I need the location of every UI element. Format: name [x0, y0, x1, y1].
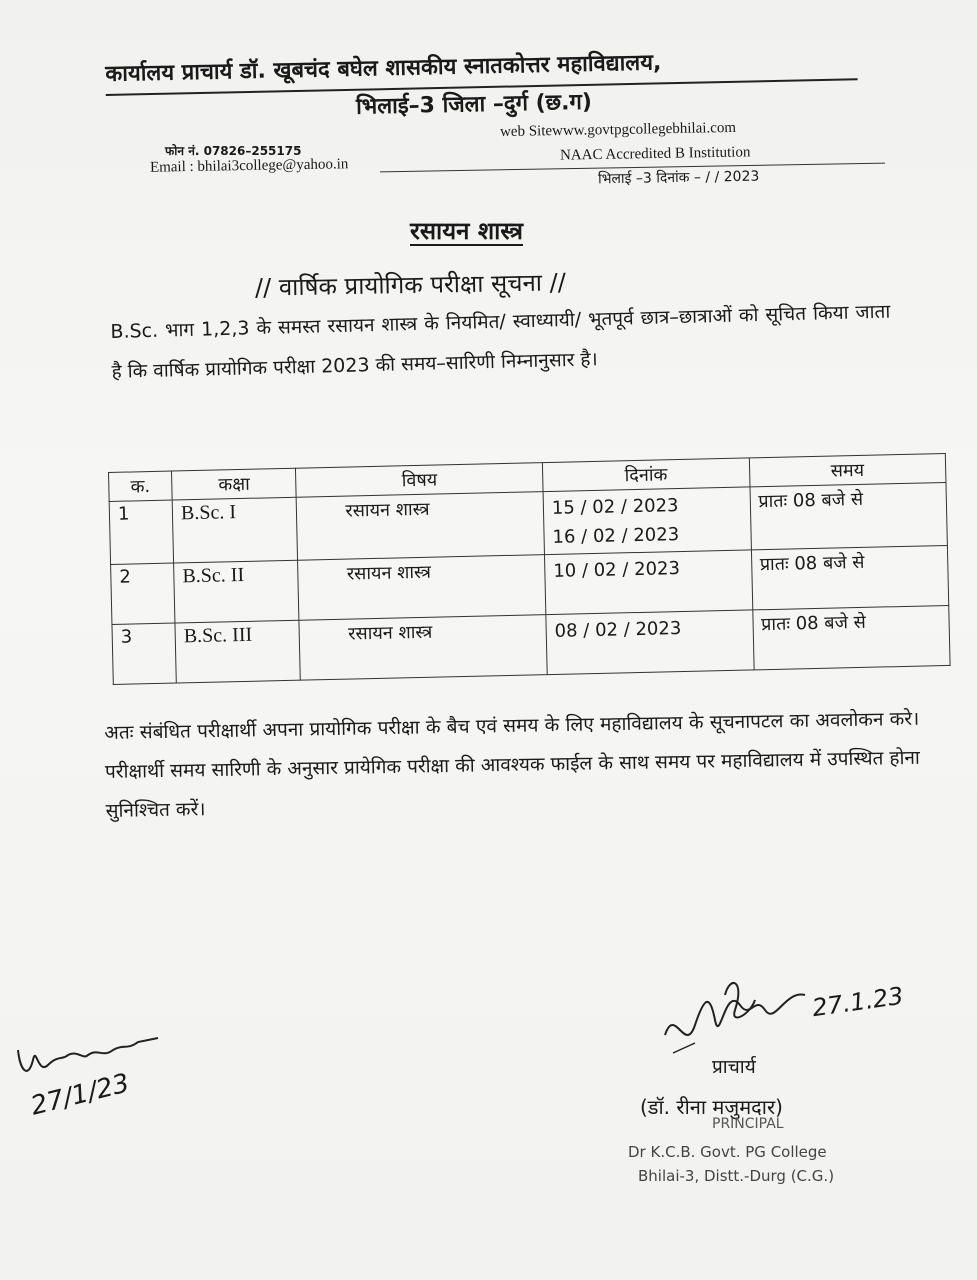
cell-date [544, 550, 752, 615]
college-stamp-line2: Bhilai-3, Distt.-Durg (C.G.) [638, 1167, 835, 1185]
date-value: 08 / 02 / 2023 [554, 618, 682, 642]
date-line: भिलाई –3 दिनांक – / / 2023 [597, 168, 760, 188]
cell-time: प्रातः 08 बजे से [750, 482, 948, 549]
cell-serial: 1 [109, 500, 173, 564]
notice-title: // वार्षिक प्रायोगिक परीक्षा सूचना // [254, 268, 567, 302]
email-address: Email : bhilai3college@yahoo.in [149, 156, 349, 176]
date-value: 10 / 02 / 2023 [553, 558, 681, 582]
cell-subject: रसायन शास्त्र [298, 555, 546, 621]
signature-date: 27.1.23 [810, 981, 906, 1023]
office-header [105, 42, 866, 130]
header-serial: क. [109, 471, 173, 501]
cell-class: B.Sc. I [172, 497, 298, 563]
cell-time: प्रातः 08 बजे से [752, 605, 950, 669]
header-subject: विषय [296, 463, 543, 498]
cell-time: प्रातः 08 बजे से [751, 545, 949, 609]
intro-paragraph: B.Sc. भाग 1,2,3 के समस्त रसायन शास्त्र के नियमित/ स्वाध्यायी/ भूतपूर्व छात्र–छात्राओं को सूचित किया जाता है कि वार्षिक प्रायोगिक परीक्षा 2023 की समय–सारिणी निम्नानुसार है। [110, 300, 891, 383]
date-value: 16 / 02 / 2023 [552, 524, 680, 548]
header-date: दिनांक [542, 458, 749, 492]
cell-subject: रसायन शास्त्र [299, 615, 547, 681]
left-handwritten-date: 27/1/23 [27, 1068, 133, 1122]
header-title-line2: भिलाई–3 जिला –दुर्ग (छ.ग) [355, 89, 593, 120]
college-stamp [628, 1140, 834, 1188]
phone-number: फोन नं. 07826–255175 [165, 144, 302, 158]
closing-paragraph: अतः संबंधित परीक्षार्थी अपना प्रायोगिक परीक्षा के बैच एवं समय के लिए महाविद्यालय के सूचनापटल का अवलोकन करे। परीक्षार्थी समय सारिणी के अनुसार प्रायेगिक परीक्षा की आवश्यक फाईल के साथ समय पर महाविद्यालय में उपस्थित होना सुनिश्चित करें। [104, 707, 921, 822]
cell-serial: 2 [111, 563, 175, 624]
header-title-line1: कार्यालय प्राचार्य डॉ. खूबचंद बघेल शासकीय स्नातकोत्तर महाविद्यालय, [105, 42, 858, 96]
naac-accreditation: NAAC Accredited B Institution [559, 144, 751, 164]
header-class: कक्षा [172, 468, 297, 500]
exam-schedule-table [108, 453, 951, 685]
cell-date [546, 610, 754, 675]
subject-heading: रसायन शास्त्र [410, 217, 523, 245]
cell-class: B.Sc. II [174, 560, 300, 623]
website-text: web Sitewww.govtpgcollegebhilai.com [499, 119, 737, 141]
principal-signature [655, 965, 815, 1065]
cell-class: B.Sc. III [175, 620, 301, 683]
designation: प्राचार्य [712, 1056, 756, 1078]
header-time: समय [749, 453, 946, 486]
cell-subject: रसायन शास्त्र [297, 492, 545, 561]
principal-name: (डॉ. रीना मजुमदार) [640, 1095, 783, 1119]
principal-stamp: PRINCIPAL [712, 1116, 784, 1132]
date-value: 15 / 02 / 2023 [551, 495, 679, 519]
college-stamp-line1: Dr K.C.B. Govt. PG College [628, 1143, 827, 1161]
cell-date [543, 487, 751, 555]
cell-serial: 3 [112, 623, 176, 684]
